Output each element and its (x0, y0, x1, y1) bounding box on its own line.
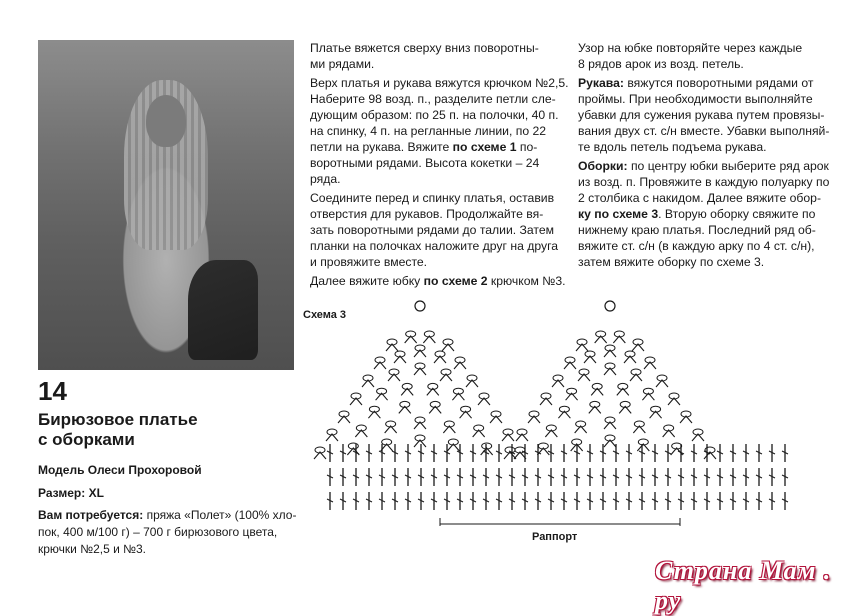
photo-face (146, 95, 186, 147)
picot-top (605, 301, 615, 311)
para-repeat: Узор на юбке повторяйте через каждые 8 рядов арок из возд. петель. (578, 41, 803, 71)
para-yoke: Верх платья и рукава вяжутся крючком №2,5. Наберите 98 возд. п., разделите петли сле- дующим образом: по 25 п. на полочки, 40 п. на спинку, 4 п. на регланные линии, по 22 петли на рукава. Вяжите по схеме 1 по- воротными рядами. Высота кокетки – 24 ряда. (310, 76, 569, 186)
materials-block: Вам потребуется: пряжа «Полет» (100% хло- пок, 400 м/100 г) – 700 г бирюзового цвета, крючки №2,5 и №3. (38, 508, 297, 556)
pattern-title (38, 410, 288, 450)
para-join: Соедините перед и спинку платья, оставив отверстия для рукавов. Продолжайте вя- зать поворотными рядами до талии. Затем планки на полочках наложите друг на друга и провяжите вместе. (310, 191, 559, 269)
photo-boots (188, 260, 258, 360)
para-ruffles: Оборки: по центру юбки выберите ряд арок из возд. п. Провяжите в каждую полуарку по 2 столбика с накидом. Далее вяжите обор- ку по схеме 3. Вторую оборку свяжите по нижнему краю платья. Последний ряд об- вяжите ст. с/н (в каждую арку по 4 ст. с/н), затем вяжите оборку по схеме 3. (578, 159, 830, 269)
instructions-middle-column (310, 40, 572, 292)
site-watermark: Страна Мам . ру (655, 556, 832, 615)
size-line: Размер: XL (38, 486, 104, 500)
para-intro: Платье вяжется сверху вниз поворотны- ми рядами. (310, 41, 539, 71)
para-sleeves: Рукава: вяжутся поворотными рядами от проймы. При необходимости выполняйте убавки для сужения рукава путем провязы- вания двух ст. с/н вместе. Убавки выполняй- те вдоль петель подъема рукава. (578, 76, 830, 154)
materials-label: Вам потребуется: (38, 508, 144, 522)
para-skirt: Далее вяжите юбку по схеме 2 крючком №3. (310, 274, 566, 288)
rapport-label: Раппорт (532, 531, 578, 543)
pattern-number: 14 (38, 376, 67, 406)
title-line-2: с оборками (38, 430, 135, 449)
instructions-right-column (578, 40, 840, 273)
picot-top (415, 301, 425, 311)
model-photo (38, 40, 294, 370)
crochet-diagram (300, 290, 820, 530)
model-author: Модель Олеси Прохоровой (38, 463, 202, 477)
scheme-3-label: Схема 3 (303, 309, 347, 321)
title-line-1: Бирюзовое платье (38, 410, 198, 429)
